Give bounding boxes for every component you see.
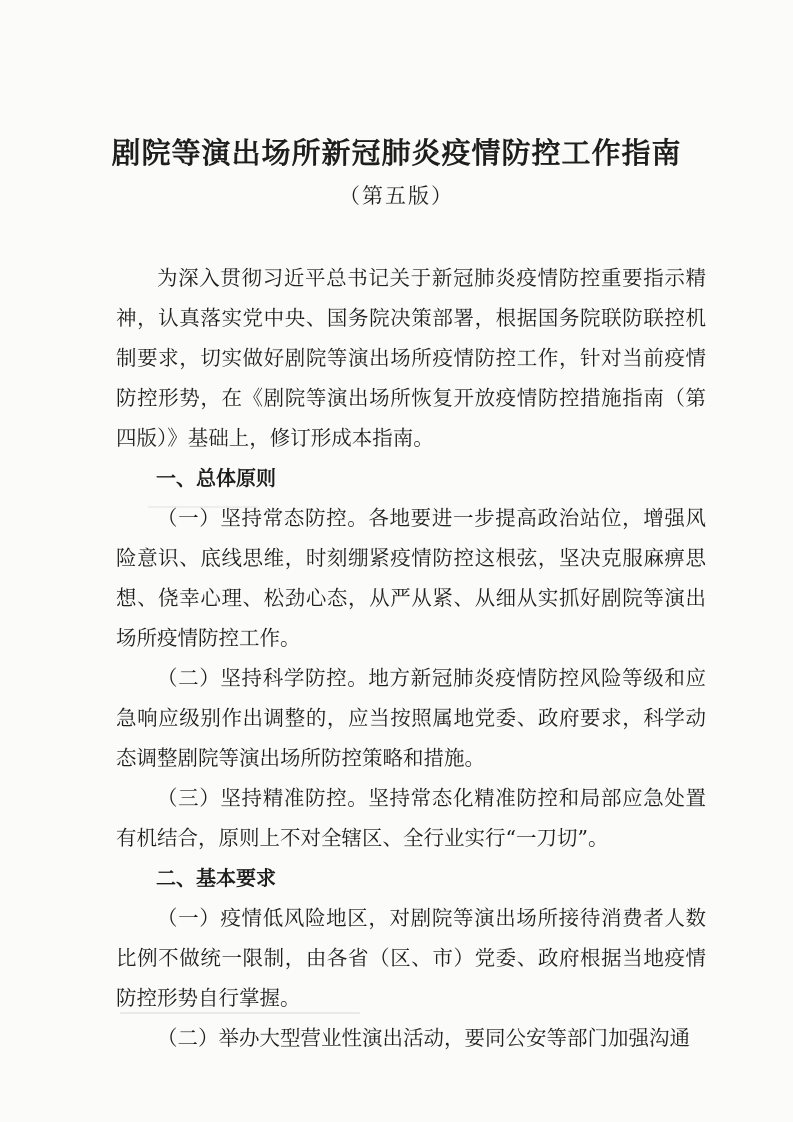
section-heading-general-principles: 一、总体原则 <box>156 466 276 490</box>
intro-paragraph: 为深入贯彻习近平总书记关于新冠肺炎疫情防控重要指示精神，认真落实党中央、国务院决策部署，根据国务院联防联控机制要求，切实做好剧院等演出场所疫情防控工作，针对当前疫情防控形势，在《剧院等演出场所恢复开放疫情防控措施指南（第四版）》基础上，修订形成本指南。 <box>116 266 706 450</box>
scan-artifact <box>120 1012 360 1014</box>
requirement-paragraph-1: （一）疫情低风险地区，对剧院等演出场所接待消费者人数比例不做统一限制，由各省（区、市）党委、政府根据当地疫情防控形势自行掌握。 <box>116 906 706 1010</box>
document-subtitle: （第五版） <box>339 184 454 208</box>
principle-paragraph-2: （二）坚持科学防控。地方新冠肺炎疫情防控风险等级和应急响应级别作出调整的，应当按照属地党委、政府要求，科学动态调整剧院等演出场所防控策略和措施。 <box>116 666 706 770</box>
scan-artifact <box>148 506 258 508</box>
requirement-paragraph-2: （二）举办大型营业性演出活动，要同公安等部门加强沟通 <box>157 1026 690 1050</box>
document-title: 剧院等演出场所新冠肺炎疫情防控工作指南 <box>111 136 682 170</box>
document-body <box>116 258 706 1058</box>
principle-paragraph-3: （三）坚持精准防控。坚持常态化精准防控和局部应急处置有机结合，原则上不对全辖区、全行业实行“一刀切”。 <box>116 786 706 850</box>
section-heading-basic-requirements: 二、基本要求 <box>156 866 276 890</box>
principle-paragraph-1: （一）坚持常态防控。各地要进一步提高政治站位，增强风险意识、底线思维，时刻绷紧疫情防控这根弦，坚决克服麻痹思想、侥幸心理、松劲心态，从严从紧、从细从实抓好剧院等演出场所疫情防控工作。 <box>116 506 706 650</box>
